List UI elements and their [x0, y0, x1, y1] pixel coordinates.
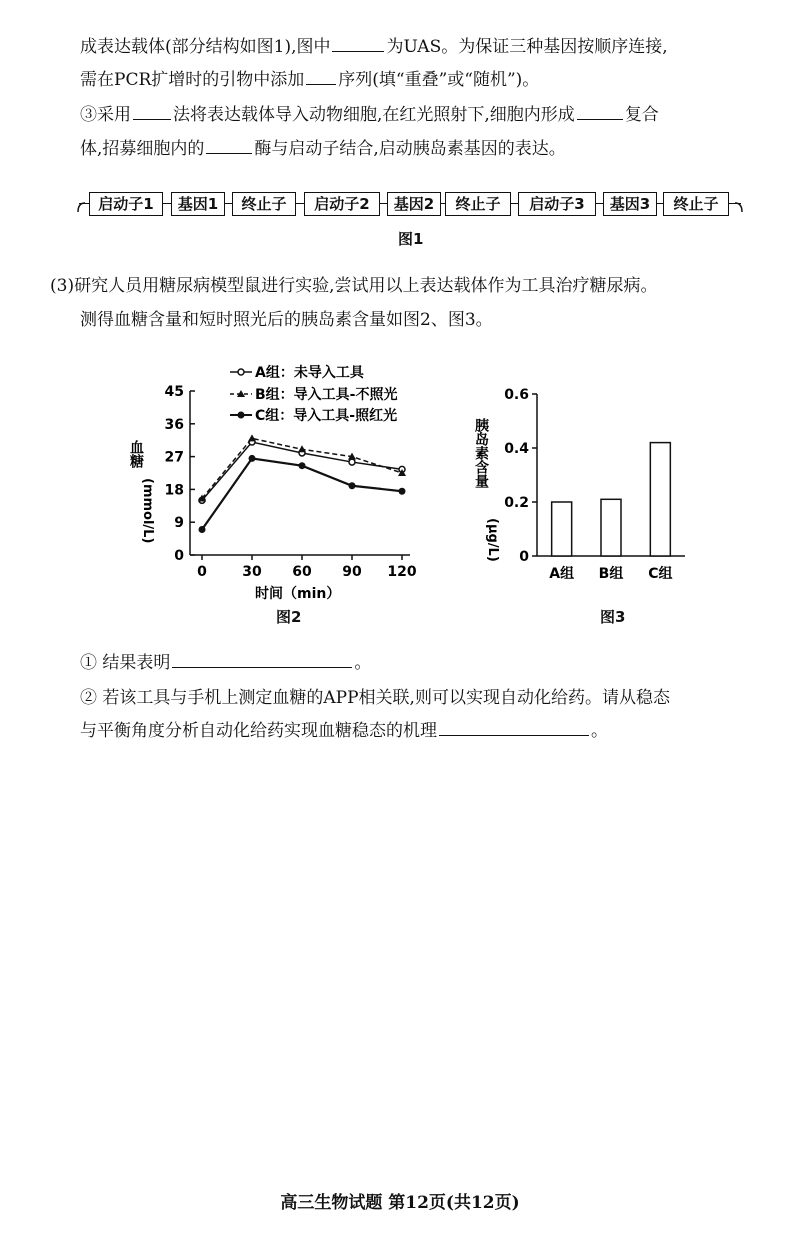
page-footer: 高三生物试题 第12页(共12页) — [280, 1193, 520, 1213]
data-point — [399, 488, 406, 495]
text-segment: ③采用 — [80, 105, 131, 125]
answer-blank[interactable] — [332, 35, 384, 52]
text-segment: ① 结果表明 — [80, 653, 171, 673]
vector-box-gene-2: 基因2 — [387, 192, 441, 216]
y-axis-label: 血糖 — [128, 440, 144, 468]
blood-glucose-line-chart — [130, 358, 450, 608]
y-tick-label: 0 — [174, 548, 184, 564]
text-segment: 。 — [354, 653, 372, 673]
text-segment: 法将表达载体导入动物细胞,在红光照射下,细胞内形成 — [173, 105, 575, 125]
y-tick-label: 0.2 — [504, 495, 529, 511]
data-point — [249, 455, 256, 462]
answer-blank[interactable] — [172, 651, 352, 668]
text-segment: 体,招募细胞内的 — [80, 139, 205, 159]
answer-blank[interactable] — [439, 719, 589, 736]
x-tick-label: 120 — [387, 564, 417, 580]
data-point — [248, 434, 256, 441]
bar-chart-plot-area — [504, 387, 685, 582]
data-point — [298, 445, 306, 452]
figure-3-caption: 图3 — [600, 608, 626, 626]
text-segment: 需在PCR扩增时的引物中添加 — [80, 70, 305, 90]
vector-box-promoter-2: 启动子2 — [304, 192, 380, 216]
text-segment: 与平衡角度分析自动化给药实现血糖稳态的机理 — [80, 721, 437, 741]
bar-c — [650, 443, 670, 556]
figure-1-caption: 图1 — [398, 230, 424, 248]
y-tick-label: 0 — [519, 549, 529, 565]
vector-box-terminator-3: 终止子 — [663, 192, 729, 216]
result-line-2: ② 若该工具与手机上测定血糖的APP相关联,则可以实现自动化给药。请从稳态 — [80, 688, 670, 708]
x-tick-label: 30 — [242, 564, 262, 580]
question-3-line-2: 测得血糖含量和短时照光后的胰岛素含量如图2、图3。 — [80, 310, 493, 330]
vector-box-terminator-2: 终止子 — [445, 192, 511, 216]
y-tick-label: 9 — [174, 515, 184, 532]
y-axis-label: 胰岛素含量 — [473, 418, 489, 488]
data-point — [349, 459, 355, 465]
legend-label-a: A组：未导入工具 — [255, 365, 364, 381]
y-axis-unit: (μg/L) — [485, 518, 500, 562]
vector-box-terminator-1: 终止子 — [232, 192, 296, 216]
text-segment: 酶与启动子结合,启动胰岛素基因的表达。 — [254, 139, 566, 159]
insulin-bar-chart — [475, 378, 705, 608]
data-point — [349, 482, 356, 489]
vector-box-promoter-1: 启动子1 — [89, 192, 163, 216]
chart-legend — [230, 364, 397, 424]
y-tick-label: 0.6 — [504, 387, 529, 403]
y-tick-label: 36 — [164, 416, 184, 433]
text-segment: 为UAS。为保证三种基因按顺序连接, — [386, 37, 668, 57]
vector-box-gene-3: 基因3 — [603, 192, 657, 216]
text-segment: 。 — [591, 721, 608, 741]
text-line-4 — [80, 137, 566, 161]
figure-2-caption: 图2 — [276, 608, 302, 626]
x-tick-label: C组 — [648, 566, 673, 582]
answer-blank[interactable] — [206, 137, 252, 154]
x-tick-label: 0 — [197, 564, 207, 580]
answer-blank[interactable] — [133, 103, 171, 120]
y-tick-label: 27 — [164, 449, 184, 466]
data-point — [299, 462, 306, 469]
x-tick-label: A组 — [549, 566, 575, 582]
text-segment: 复合 — [624, 105, 659, 125]
y-tick-label: 0.4 — [504, 441, 529, 457]
data-point — [199, 526, 206, 533]
text-segment: 序列(填“重叠”或“随机”)。 — [338, 70, 540, 90]
x-tick-label: B组 — [598, 566, 624, 582]
bar-a — [552, 502, 572, 556]
y-axis-unit: (mmol/L) — [140, 478, 155, 544]
text-line-2 — [80, 68, 539, 92]
bar-b — [601, 499, 621, 556]
legend-label-c: C组：导入工具-照红光 — [255, 408, 398, 424]
vector-box-gene-1: 基因1 — [171, 192, 225, 216]
result-line-3 — [80, 719, 608, 743]
legend-label-b: B组：导入工具-不照光 — [255, 387, 398, 403]
expression-vector-diagram — [75, 188, 745, 220]
y-tick-label: 45 — [164, 384, 184, 400]
text-line-1 — [80, 35, 668, 59]
x-tick-label: 90 — [342, 564, 362, 580]
text-segment: 成表达载体(部分结构如图1),图中 — [80, 37, 331, 57]
y-tick-label: 18 — [164, 482, 184, 499]
result-line-1 — [80, 651, 371, 675]
x-tick-label: 60 — [292, 564, 312, 580]
vector-box-promoter-3: 启动子3 — [518, 192, 596, 216]
question-3-line-1: (3)研究人员用糖尿病模型鼠进行实验,尝试用以上表达载体作为工具治疗糖尿病。 — [50, 276, 658, 296]
answer-blank[interactable] — [306, 68, 336, 85]
text-line-3 — [80, 103, 659, 127]
answer-blank[interactable] — [577, 103, 623, 120]
x-axis-label: 时间（min） — [255, 586, 341, 602]
